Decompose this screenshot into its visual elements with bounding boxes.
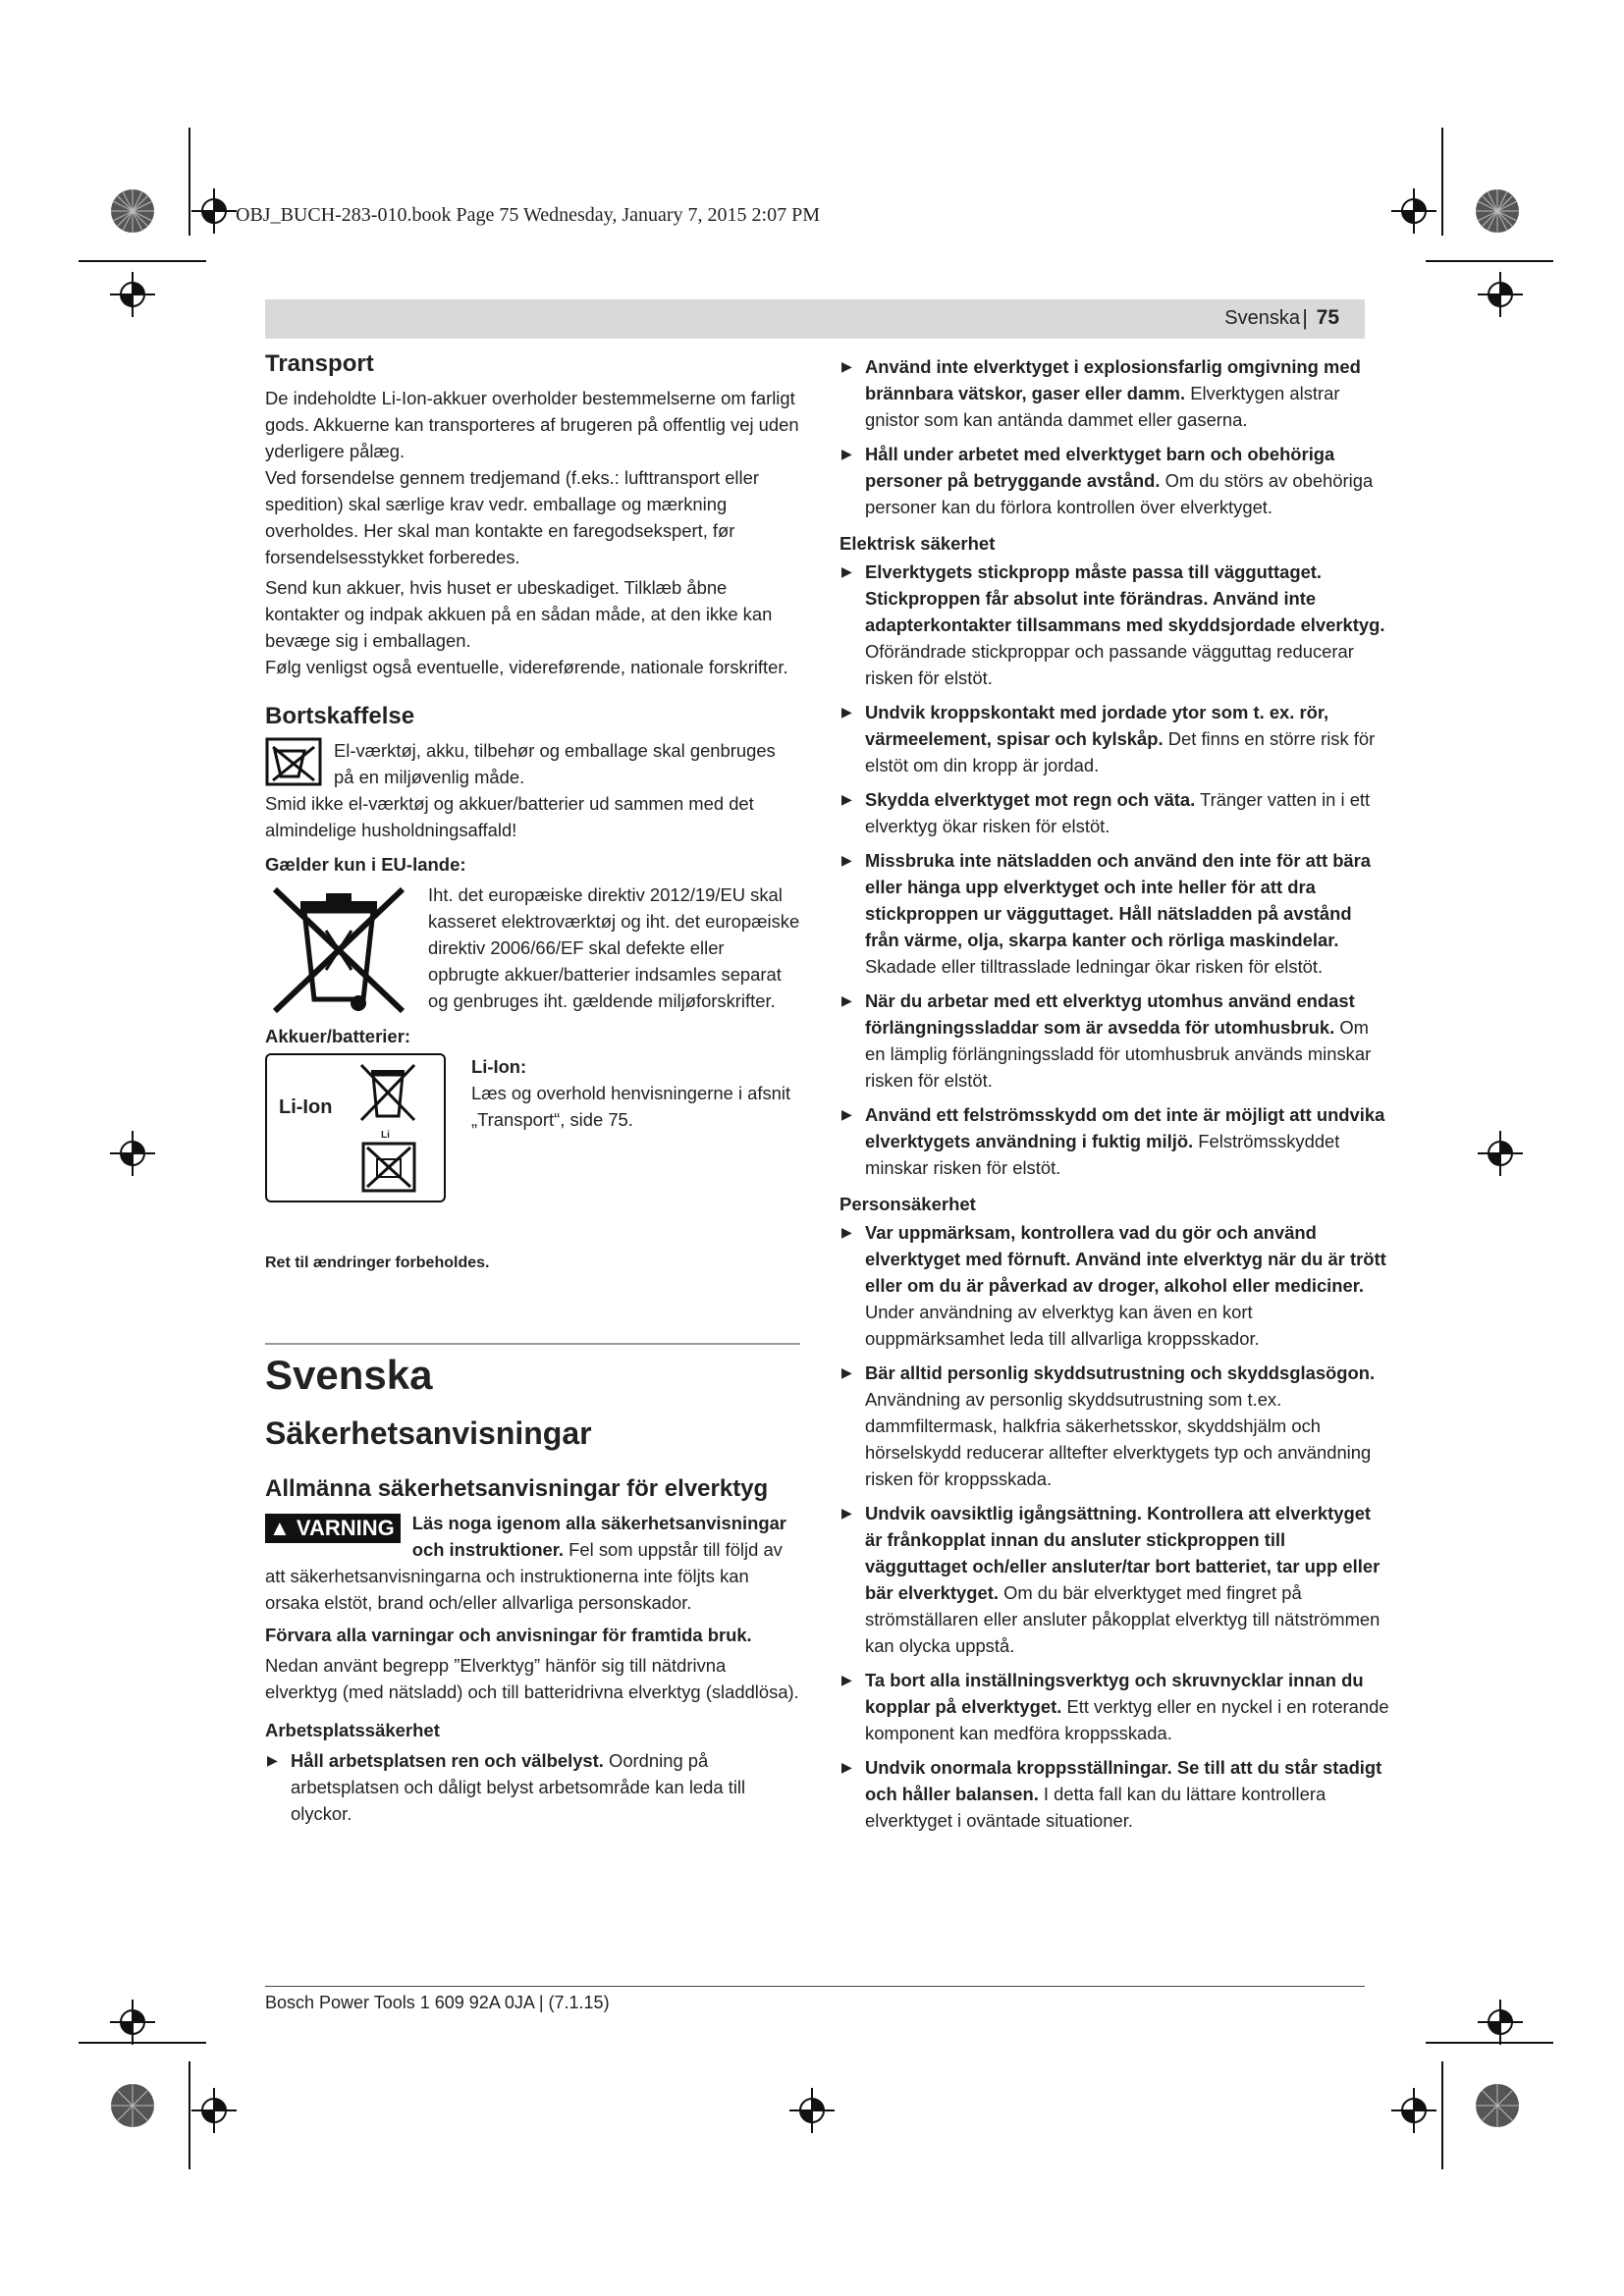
personal-safety-heading: Personsäkerhet	[839, 1194, 976, 1214]
list-item-text: Om du störs av obehöriga personer kan du förlora kontrollen över elverktyget.	[865, 470, 1374, 517]
keep-instructions-text: Förvara alla varningar och anvisningar för framtida bruk.	[265, 1625, 752, 1645]
right-column	[839, 353, 1389, 1842]
bullet-arrow-icon: ▶	[841, 704, 852, 720]
transport-paragraph: De indeholdte Li-Ion-akkuer overholder bestemmelserne om farligt gods. Akkuerne kan transporteres af brugeren på offentlig vej uden yderligere pålæg.	[265, 388, 799, 461]
list-item	[839, 353, 1389, 433]
list-item	[839, 847, 1389, 980]
list-item-text: Felströmsskyddet minskar risken för elstöt.	[865, 1131, 1340, 1178]
list-item-bold: Bär alltid personlig skyddsutrustning och skyddsglasögon.	[865, 1362, 1376, 1383]
eu-directive-text: Iht. det europæiske direktiv 2012/19/EU skal kasseret elektroværktøj og iht. det europæiske direktiv 2006/66/EF skal defekte eller opbrugte akkuer/batterier indsamles separat og genbruges iht. gældende miljøforskrifter.	[428, 884, 800, 1011]
warning-bold-text: Läs noga igenom alla säkerhetsanvisningar och instruktioner.	[411, 1513, 786, 1560]
list-item	[839, 1500, 1389, 1659]
bullet-arrow-icon: ▶	[841, 1224, 852, 1240]
list-item-text: Om en lämplig förlängningssladd för utomhusbruk används minskar risken för elstöt.	[865, 1017, 1372, 1091]
registration-rosette-icon	[1474, 187, 1521, 235]
transport-paragraph: Send kun akkuer, hvis huset er ubeskadiget. Tilklæb åbne kontakter og indpak akkuen på en sådan måde, at den ikke kan bevæge sig i emballagen.	[265, 577, 773, 651]
bullet-arrow-icon: ▶	[841, 1364, 852, 1380]
disposal-paragraph: Smid ikke el-værktøj og akkuer/batterier ud sammen med det almindelige husholdningsaffald!	[265, 793, 754, 840]
bullet-arrow-icon: ▶	[841, 358, 852, 374]
language-title: Svenska	[265, 1352, 433, 1398]
list-item-bold: Ta bort alla inställningsverktyg och skruvnycklar innan du kopplar på elverktyget.	[865, 1670, 1364, 1717]
liion-text: Læs og overhold henvisningerne i afsnit „Transport“, side 75.	[471, 1083, 791, 1130]
registration-crosshair-icon	[1478, 1131, 1523, 1176]
bullet-arrow-icon: ▶	[841, 791, 852, 807]
list-item-text: Det finns en större risk för elstöt om din kropp är jordad.	[865, 728, 1376, 775]
list-item-text: I detta fall kan du lättare kontrollera elverktyget i oväntade situationer.	[865, 1784, 1326, 1831]
warning-paragraph	[265, 1510, 800, 1616]
list-item-text: Oordning på arbetsplatsen och dåligt belyst arbetsområde kan leda till olyckor.	[291, 1750, 746, 1824]
page-footer: Bosch Power Tools 1 609 92A 0JA | (7.1.15)	[265, 1993, 610, 2012]
registration-crosshair-icon	[1391, 188, 1436, 234]
general-safety-heading: Allmänna säkerhetsanvisningar för elverktyg	[265, 1475, 769, 1502]
disposal-row	[265, 737, 800, 790]
list-item	[839, 1360, 1389, 1492]
registration-crosshair-icon	[789, 2088, 835, 2133]
left-column	[265, 349, 800, 1835]
list-item	[839, 1667, 1389, 1746]
list-item-text: Om du bär elverktyget med fingret på strömställaren eller ansluter påkopplat elverktyg till nätströmmen kan olycka uppstå.	[865, 1582, 1380, 1656]
liion-symbol-label: Li-Ion	[279, 1096, 333, 1118]
warning-badge	[265, 1514, 401, 1543]
list-item-bold: Elverktygets stickpropp måste passa till vägguttaget. Stickproppen får absolut inte förändras. Använd inte adapterkontakter tillsammans med skyddsjordade elverktyg.	[865, 561, 1385, 635]
eu-heading: Gælder kun i EU-lande:	[265, 854, 466, 875]
list-item-bold: Använd ett felströmsskydd om det inte är möjligt att undvika elverktygets användning i fuktig miljö.	[865, 1104, 1385, 1151]
list-item-bold: Undvik oavsiktlig igångsättning. Kontrollera att elverktyget är frånkopplat innan du ansluter stickproppen till vägguttaget och/eller ansluter/tar bort batteriet, tar upp eller bär elverktyget.	[865, 1503, 1380, 1603]
recycle-disposal-icon	[265, 737, 322, 786]
crossed-bin-icon	[353, 1061, 422, 1130]
warning-badge-label: VARNING	[296, 1516, 395, 1540]
section-divider	[265, 1343, 800, 1345]
crossed-bin-icon	[265, 881, 412, 1019]
transport-paragraph: Følg venligst også eventuelle, videreførende, nationale forskrifter.	[265, 657, 788, 677]
footer-rule	[265, 1986, 1365, 1987]
registration-crosshair-icon	[1478, 272, 1523, 317]
running-header-language: Svenska	[1224, 307, 1300, 329]
bullet-arrow-icon: ▶	[841, 992, 852, 1008]
list-item	[839, 988, 1389, 1094]
page-number: 75	[1316, 306, 1339, 329]
bullet-arrow-icon: ▶	[841, 1106, 852, 1122]
registration-rosette-icon	[109, 187, 156, 235]
list-item-bold: Skydda elverktyget mot regn och väta.	[865, 789, 1196, 810]
warning-triangle-icon: ▲	[269, 1516, 291, 1540]
transport-heading: Transport	[265, 350, 374, 377]
bullet-arrow-icon: ▶	[841, 1759, 852, 1775]
registration-crosshair-icon	[191, 188, 237, 234]
disposal-heading: Bortskaffelse	[265, 703, 415, 729]
disposal-paragraph: El-værktøj, akku, tilbehør og emballage skal genbruges på en miljøvenlig måde.	[334, 740, 776, 787]
reserve-note: Ret til ændringer forbeholdes.	[265, 1255, 490, 1271]
list-item-bold: När du arbetar med ett elverktyg utomhus använd endast förlängningssladdar som är avsedda för utomhusbruk.	[865, 990, 1355, 1038]
list-item	[839, 441, 1389, 520]
list-item-text: Ett verktyg eller en nyckel i en roterande komponent kan medföra kroppsskada.	[865, 1696, 1389, 1743]
list-item	[839, 699, 1389, 778]
transport-paragraph: Ved forsendelse gennem tredjemand (f.eks.: lufttransport eller spedition) skal særlige krav vedr. emballage og mærkning overholdes. Her skal man kontakte en faregodsekspert, før forsendelsesstykket forberedes.	[265, 467, 759, 567]
bullet-arrow-icon: ▶	[841, 852, 852, 868]
registration-crosshair-icon	[110, 1131, 155, 1176]
list-item-bold: Håll arbetsplatsen ren och välbelyst.	[291, 1750, 604, 1771]
list-item	[839, 1219, 1389, 1352]
list-item-bold: Missbruka inte nätsladden och använd den inte för att bära eller hänga upp elverktyget och inte heller för att dra stickproppen ur vägguttaget. Håll nätsladden på avstånd från värme, olja, skarpa kanter och rörliga maskindelar.	[865, 850, 1372, 950]
list-item-text: Under användning av elverktyg kan även en kort ouppmärksamhet leda till allvarliga kroppsskador.	[865, 1302, 1260, 1349]
list-item	[839, 1101, 1389, 1181]
running-header	[265, 299, 1365, 339]
list-item	[839, 786, 1389, 839]
registration-crosshair-icon	[110, 272, 155, 317]
print-header: OBJ_BUCH-283-010.book Page 75 Wednesday, January 7, 2015 2:07 PM	[236, 204, 821, 226]
bullet-arrow-icon: ▶	[841, 446, 852, 461]
list-item-bold: Håll under arbetet med elverktyget barn och obehöriga personer på betryggande avstånd.	[865, 444, 1335, 491]
list-item-text: Skadade eller tilltrasslade ledningar ökar risken för elstöt.	[865, 956, 1324, 977]
registration-crosshair-icon	[191, 2088, 237, 2133]
running-header-separator: |	[1302, 305, 1308, 330]
list-item	[265, 1747, 800, 1827]
registration-crosshair-icon	[1478, 2000, 1523, 2045]
bullet-arrow-icon: ▶	[841, 563, 852, 579]
list-item-bold: Var uppmärksam, kontrollera vad du gör och använd elverktyget med förnuft. Använd inte elverktyg när du är trött eller om du är påverkad av droger, alkohol eller mediciner.	[865, 1222, 1386, 1296]
registration-crosshair-icon	[110, 2000, 155, 2045]
eu-row	[265, 881, 800, 1019]
liion-bin-label: Li	[381, 1130, 390, 1141]
list-item	[839, 559, 1389, 691]
list-item-text: Oförändrade stickproppar och passande vägguttag reducerar risken för elstöt.	[865, 641, 1354, 688]
list-item-text: Tränger vatten in i ett elverktyg ökar risken för elstöt.	[865, 789, 1371, 836]
list-item-text: Elverktygen alstrar gnistor som kan antända dammet eller gaserna.	[865, 383, 1340, 430]
recycle-disposal-icon	[361, 1142, 416, 1193]
list-item-bold: Undvik onormala kroppsställningar. Se till att du står stadigt och håller balansen.	[865, 1757, 1382, 1804]
liion-row	[265, 1053, 800, 1202]
term-definition-text: Nedan använt begrepp ”Elverktyg” hänför sig till nätdrivna elverktyg (med nätsladd) och till batteridrivna elverktyg (sladdlösa).	[265, 1655, 799, 1702]
safety-title: Säkerhetsanvisningar	[265, 1415, 592, 1451]
list-item	[839, 1754, 1389, 1834]
list-item-bold: Undvik kroppskontakt med jordade ytor som t. ex. rör, värmeelement, spisar och kylskåp.	[865, 702, 1329, 749]
list-item-bold: Använd inte elverktyget i explosionsfarlig omgivning med brännbara vätskor, gaser eller damm.	[865, 356, 1361, 403]
battery-heading: Akkuer/batterier:	[265, 1026, 411, 1046]
liion-text-block	[471, 1053, 800, 1133]
registration-rosette-icon	[109, 2082, 156, 2129]
warning-text: Fel som uppstår till följd av att säkerhetsanvisningarna och instruktionerna inte följts kan orsaka elstöt, brand och/eller allvarliga personskador.	[265, 1539, 783, 1613]
registration-rosette-icon	[1474, 2082, 1521, 2129]
bullet-arrow-icon: ▶	[841, 1505, 852, 1521]
registration-crosshair-icon	[1391, 2088, 1436, 2133]
liion-heading: Li-Ion:	[471, 1056, 527, 1077]
liion-symbol-box	[265, 1053, 446, 1202]
bullet-arrow-icon: ▶	[841, 1672, 852, 1687]
list-item-text: Användning av personlig skyddsutrustning som t.ex. dammfiltermask, halkfria säkerhetsskor, skyddshjälm och hörselskydd reducerar alltefter elverktygets typ och användning risken för kroppsskada.	[865, 1389, 1372, 1489]
workplace-heading: Arbetsplatssäkerhet	[265, 1720, 440, 1740]
bullet-arrow-icon: ▶	[267, 1752, 278, 1768]
electrical-safety-heading: Elektrisk säkerhet	[839, 533, 996, 554]
